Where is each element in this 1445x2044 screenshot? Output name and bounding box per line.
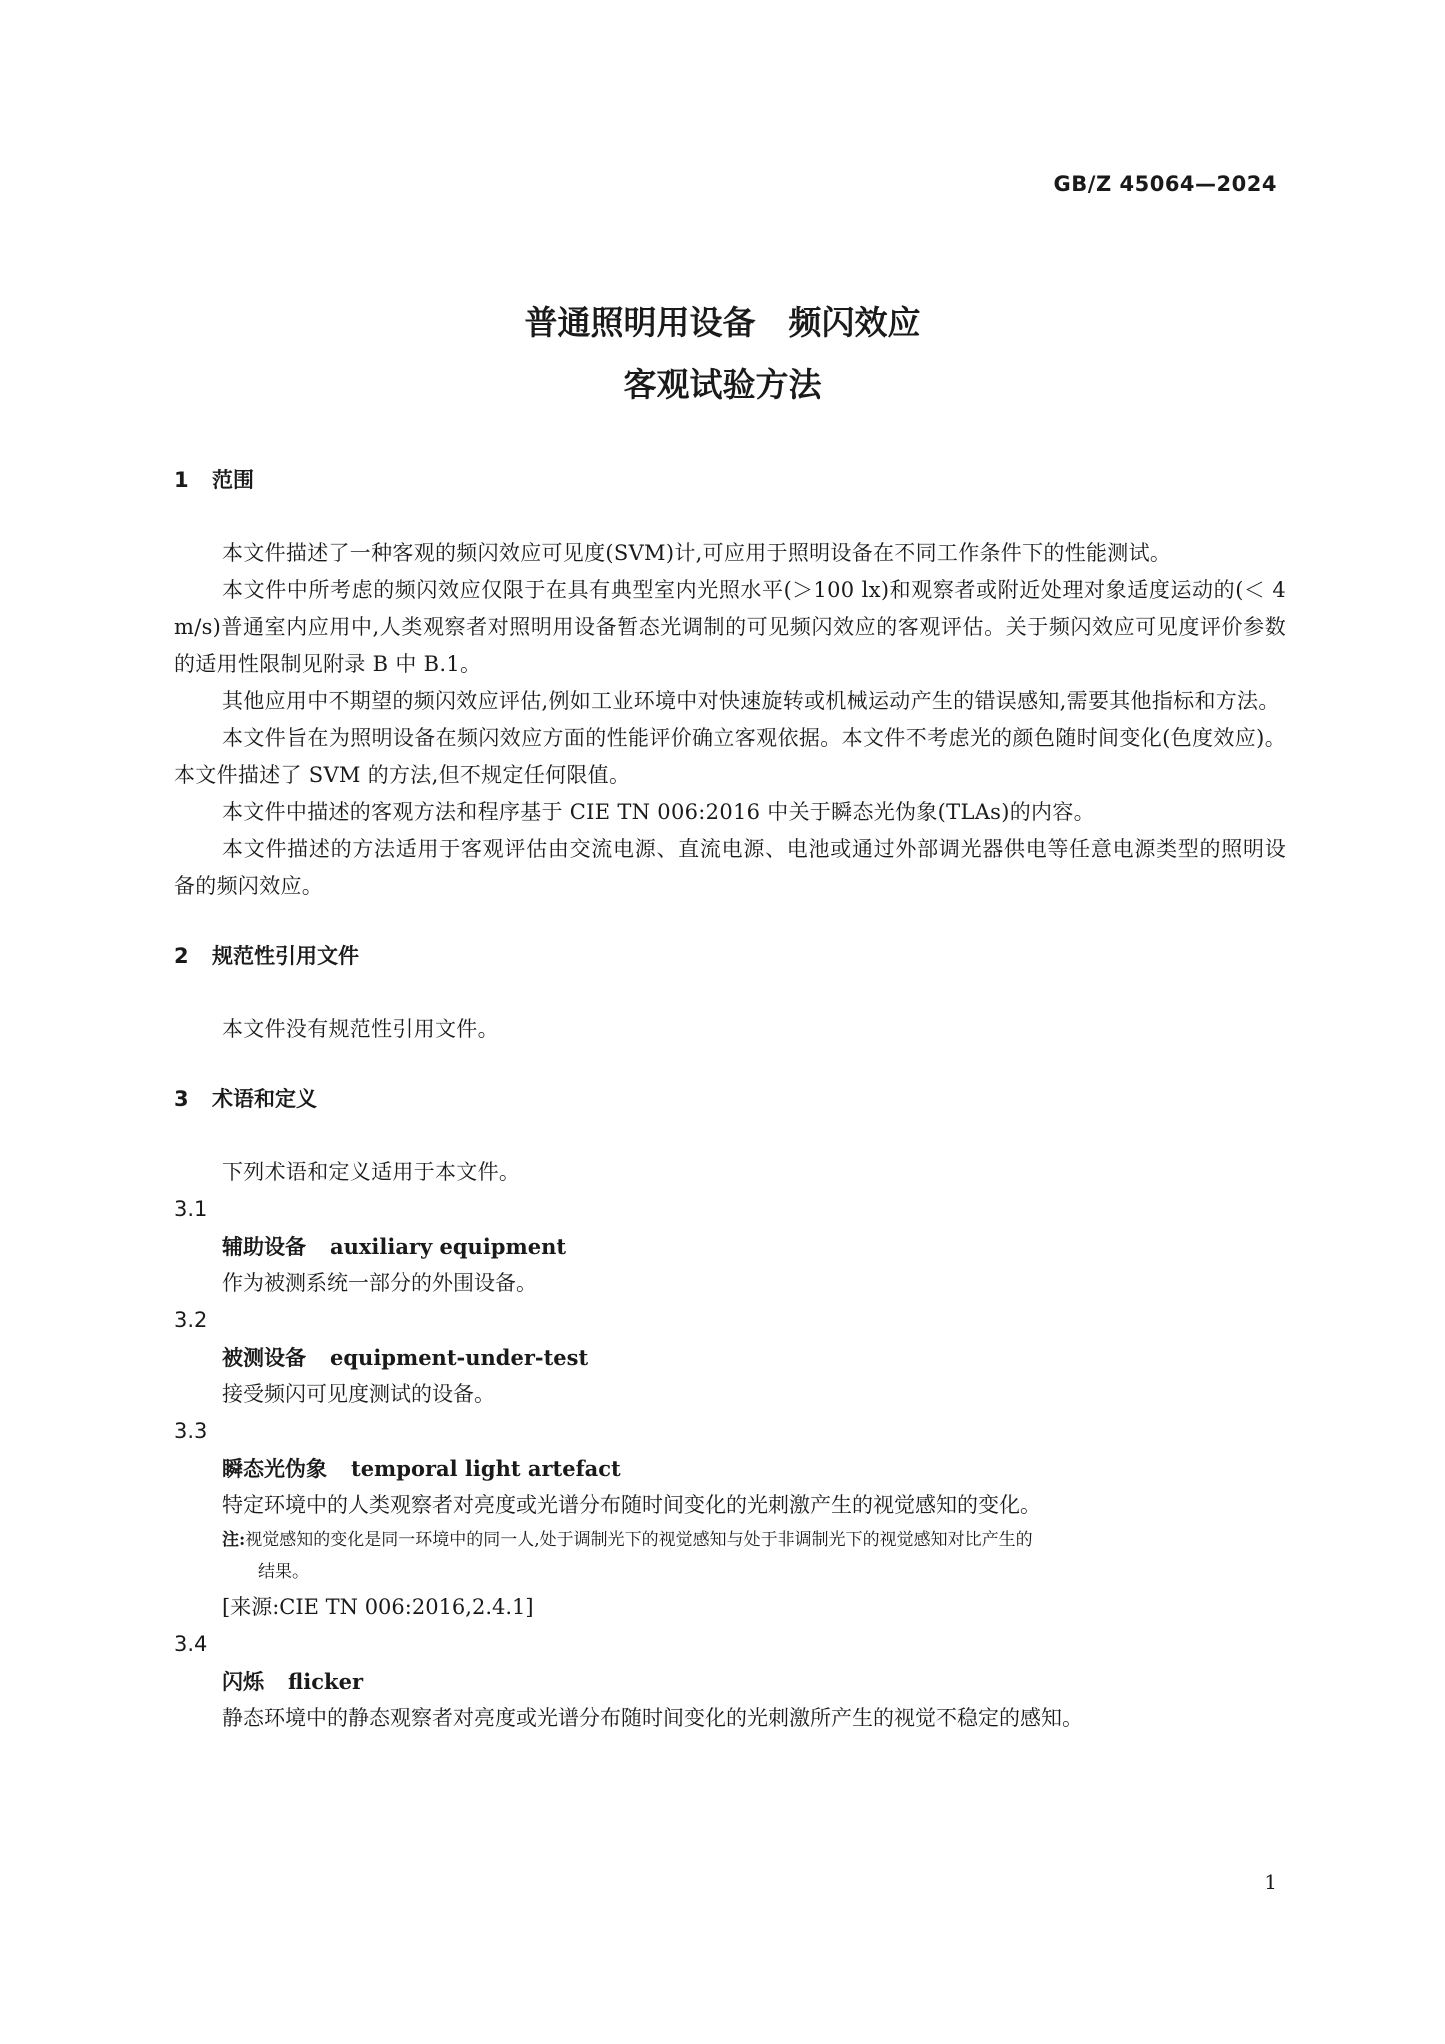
paragraph: 本文件描述了一种客观的频闪效应可见度(SVM)计,可应用于照明设备在不同工作条件下的性能测试。 <box>222 541 1172 565</box>
title-line-2: 客观试验方法 <box>623 365 822 404</box>
term-note <box>174 1524 1286 1588</box>
term-definition: 接受频闪可见度测试的设备。 <box>222 1382 495 1406</box>
term-definition: 作为被测系统一部分的外围设备。 <box>222 1271 537 1295</box>
term-definition: 特定环境中的人类观察者对亮度或光谱分布随时间变化的光刺激产生的视觉感知的变化。 <box>222 1493 1041 1517</box>
note-text: 视觉感知的变化是同一环境中的同一人,处于调制光下的视觉感知与处于非调制光下的视觉感知对比产生的 <box>245 1530 1033 1550</box>
term-source: [来源:CIE TN 006:2016,2.4.1] <box>222 1595 534 1619</box>
term-title: 辅助设备 auxiliary equipment <box>222 1234 567 1259</box>
section-heading-1: 1 范围 <box>174 468 254 492</box>
paragraph: 本文件中描述的客观方法和程序基于 CIE TN 006:2016 中关于瞬态光伪象(TLAs)的内容。 <box>222 800 1095 824</box>
paragraph: 本文件描述的方法适用于客观评估由交流电源、直流电源、电池或通过外部调光器供电等任意电源类型的照明设备的频闪效应。 <box>174 837 1286 898</box>
paragraph: 本文件中所考虑的频闪效应仅限于在具有典型室内光照水平(＞100 lx)和观察者或附近处理对象适度运动的(＜ 4 m/s)普通室内应用中,人类观察者对照明用设备暂态光调制的可见频闪效应的客观评估。关于频闪效应可见度评价参数的适用性限制见附录 B 中 B.1。 <box>174 578 1286 676</box>
term-number: 3.3 <box>174 1419 208 1443</box>
term-number: 3.2 <box>174 1308 208 1332</box>
term-title: 瞬态光伪象 temporal light artefact <box>222 1456 621 1481</box>
note-text-continued: 结果。 <box>258 1562 309 1582</box>
paragraph: 本文件没有规范性引用文件。 <box>222 1017 499 1041</box>
term-number: 3.1 <box>174 1197 208 1221</box>
title-line-1: 普通照明用设备 频闪效应 <box>524 303 921 342</box>
term-title: 被测设备 equipment-under-test <box>222 1345 589 1370</box>
paragraph: 下列术语和定义适用于本文件。 <box>222 1160 521 1184</box>
note-label: 注: <box>222 1530 246 1550</box>
term-title: 闪烁 flicker <box>222 1669 364 1694</box>
term-definition: 静态环境中的静态观察者对亮度或光谱分布随时间变化的光刺激所产生的视觉不稳定的感知。 <box>222 1706 1083 1730</box>
document-title <box>0 292 1445 416</box>
section-heading-3: 3 术语和定义 <box>174 1087 317 1111</box>
page-number: 1 <box>1264 1870 1277 1894</box>
term-number: 3.4 <box>174 1632 208 1656</box>
paragraph: 其他应用中不期望的频闪效应评估,例如工业环境中对快速旋转或机械运动产生的错误感知,需要其他指标和方法。 <box>222 689 1280 713</box>
paragraph: 本文件旨在为照明设备在频闪效应方面的性能评价确立客观依据。本文件不考虑光的颜色随时间变化(色度效应)。本文件描述了 SVM 的方法,但不规定任何限值。 <box>174 726 1286 787</box>
section-heading-2: 2 规范性引用文件 <box>174 944 359 968</box>
document-body <box>174 465 1286 1737</box>
standard-number: GB/Z 45064—2024 <box>1053 172 1277 196</box>
